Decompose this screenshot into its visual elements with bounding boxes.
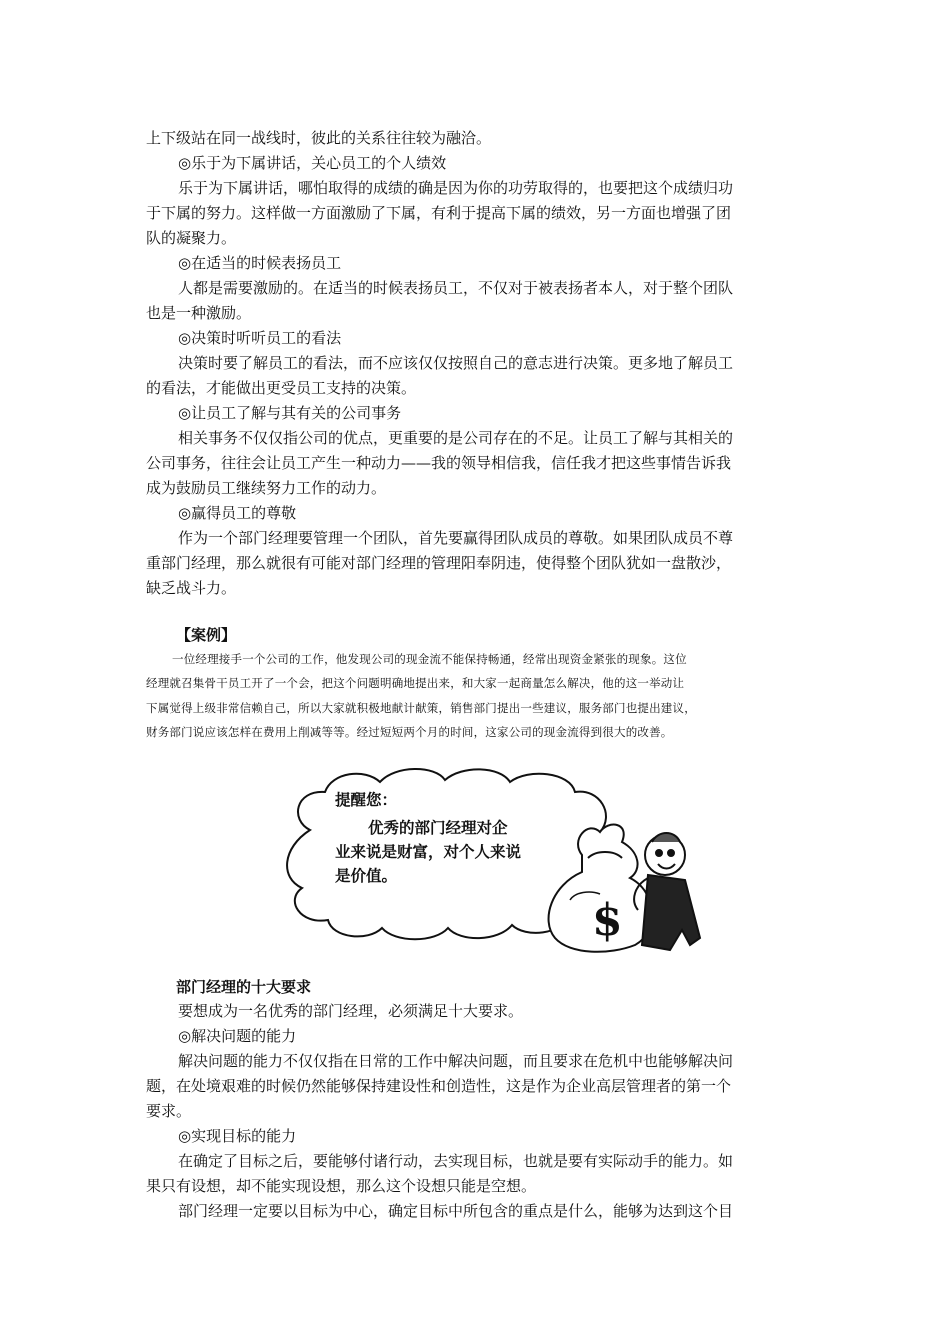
- body-line: 部门经理一定要以目标为中心，确定目标中所包含的重点是什么，能够为达到这个目: [178, 1202, 734, 1220]
- body-line: 解决问题的能力不仅仅指在日常的工作中解决问题，而且要求在危机中也能够解决问: [178, 1052, 734, 1070]
- body-line: 乐于为下属讲话，哪怕取得的成绩的确是因为你的功劳取得的，也要把这个成绩归功: [178, 179, 734, 197]
- body-line: 在确定了目标之后，要能够付诸行动，去实现目标，也就是要有实际动手的能力。如: [178, 1152, 734, 1170]
- body-line: 人都是需要激励的。在适当的时候表扬员工，不仅对于被表扬者本人，对于整个团队: [178, 279, 734, 297]
- body-line: 的看法，才能做出更受员工支持的决策。: [146, 379, 417, 397]
- body-line: 成为鼓励员工继续努力工作的动力。: [146, 479, 387, 497]
- reminder-line: 是价值。: [335, 867, 398, 885]
- body-line: 题，在处境艰难的时候仍然能够保持建设性和创造性，这是作为企业高层管理者的第一个: [146, 1077, 732, 1095]
- body-line: 相关事务不仅仅指公司的优点，更重要的是公司存在的不足。让员工了解与其相关的: [178, 429, 734, 447]
- case-line: 财务部门说应该怎样在费用上削减等等。经过短短两个月的时间，这家公司的现金流得到很大的改善。: [146, 725, 673, 739]
- body-line: 上下级站在同一战线时，彼此的关系往往较为融洽。: [146, 129, 492, 147]
- subheading: ◎解决问题的能力: [178, 1027, 297, 1045]
- dollar-symbol: $: [592, 895, 623, 946]
- body-line: 重部门经理，那么就很有可能对部门经理的管理阳奉阴违，使得整个团队犹如一盘散沙，: [146, 554, 732, 572]
- body-line: 决策时要了解员工的看法，而不应该仅仅按照自己的意志进行决策。更多地了解员工: [178, 354, 734, 372]
- subheading: ◎决策时听听员工的看法: [178, 329, 342, 347]
- reminder-illustration: [270, 760, 720, 960]
- body-line: 公司事务，往往会让员工产生一种动力——我的领导相信我，信任我才把这些事情告诉我: [146, 454, 732, 472]
- body-line: 要想成为一名优秀的部门经理，必须满足十大要求。: [178, 1002, 524, 1020]
- subheading: ◎在适当的时候表扬员工: [178, 254, 342, 272]
- case-line: 下属觉得上级非常信赖自己，所以大家就积极地献计献策，销售部门提出一些建议，服务部门也提出建议，: [146, 701, 696, 715]
- case-line: 一位经理接手一个公司的工作，他发现公司的现金流不能保持畅通，经常出现资金紧张的现象。这位: [172, 652, 687, 666]
- reminder-line: 优秀的部门经理对企: [368, 819, 508, 837]
- reminder-title: 提醒您：: [335, 791, 398, 809]
- case-line: 经理就召集骨干员工开了一个会，把这个问题明确地提出来，和大家一起商量怎么解决，他的这一举动让: [146, 676, 685, 690]
- body-line: 要求。: [146, 1102, 192, 1120]
- body-line: 队的凝聚力。: [146, 229, 237, 247]
- subheading: ◎乐于为下属讲话，关心员工的个人绩效: [178, 154, 447, 172]
- subheading: ◎让员工了解与其有关的公司事务: [178, 404, 402, 422]
- reminder-line: 业来说是财富，对个人来说: [335, 843, 522, 861]
- body-line: 于下属的努力。这样做一方面激励了下属，有利于提高下属的绩效，另一方面也增强了团: [146, 204, 732, 222]
- section-title: 部门经理的十大要求: [176, 978, 312, 996]
- case-title: 【案例】: [176, 626, 237, 644]
- body-line: 作为一个部门经理要管理一个团队，首先要赢得团队成员的尊敬。如果团队成员不尊: [178, 529, 734, 547]
- subheading: ◎赢得员工的尊敬: [178, 504, 297, 522]
- body-line: 也是一种激励。: [146, 304, 252, 322]
- body-line: 缺乏战斗力。: [146, 579, 237, 597]
- subheading: ◎实现目标的能力: [178, 1127, 297, 1145]
- body-line: 果只有设想，却不能实现设想，那么这个设想只能是空想。: [146, 1177, 537, 1195]
